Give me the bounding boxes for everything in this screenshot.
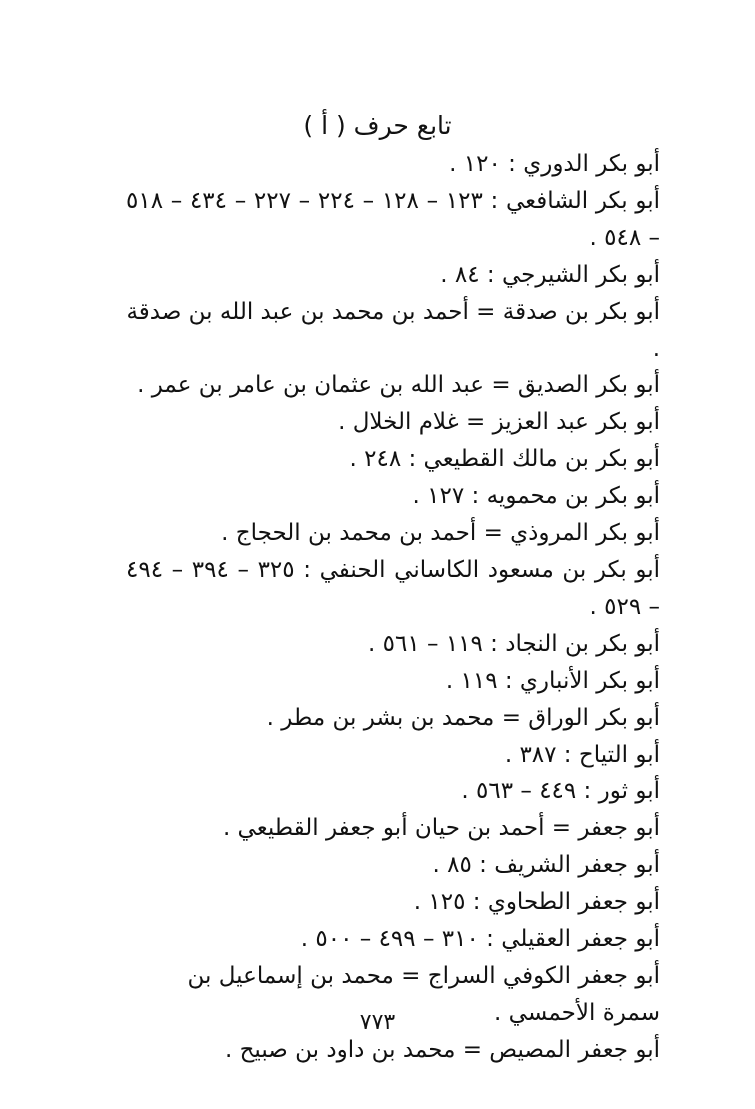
index-entry: أبو ثور : ٤٤٩ – ٥٦٣ . [461, 778, 660, 805]
index-entry: أبو بكر بن النجاد : ١١٩ – ٥٦١ . [368, 630, 660, 657]
index-entry: أبو بكر الشافعي : ١٢٣ – ١٢٨ – ٢٢٤ – ٢٢٧ – ٤٣٤ – ٥١٨ – ٥٤٨ . [126, 187, 660, 251]
index-entry: أبو بكر بن مسعود الكاساني الحنفي : ٣٢٥ – ٣٩٤ – ٤٩٤ – ٥٢٩ . [126, 556, 661, 620]
index-entries-list [126, 146, 660, 1069]
index-entry: أبو جعفر الشريف : ٨٥ . [432, 852, 660, 879]
index-entry: أبو بكر الشيرجي : ٨٤ . [440, 261, 660, 288]
index-entry: أبو جعفر = أحمد بن حيان أبو جعفر القطيعي . [222, 815, 660, 842]
index-entry: أبو جعفر الطحاوي : ١٢٥ . [413, 889, 660, 916]
index-entry: أبو جعفر العقيلي : ٣١٠ – ٤٩٩ – ٥٠٠ . [300, 926, 660, 953]
index-entry: أبو بكر بن محمويه : ١٢٧ . [412, 483, 660, 510]
index-entry: أبو بكر عبد العزيز = غلام الخلال . [338, 409, 660, 436]
index-entry: أبو بكر بن مالك القطيعي : ٢٤٨ . [349, 446, 660, 473]
index-entry: أبو بكر الأنباري : ١١٩ . [445, 667, 660, 694]
index-entry: أبو جعفر الكوفي السراج = محمد بن إسماعيل بن سمرة الأحمسي . [187, 962, 660, 1026]
index-entry: أبو التياح : ٣٨٧ . [504, 741, 660, 768]
index-entry: أبو بكر الصديق = عبد الله بن عثمان بن عامر بن عمر . [137, 372, 660, 399]
index-entry: أبو بكر الوراق = محمد بن بشر بن مطر . [266, 704, 660, 731]
page-number: ٧٧٣ [359, 1010, 396, 1035]
index-entry: أبو بكر بن صدقة = أحمد بن محمد بن عبد الله بن صدقة . [126, 298, 660, 362]
section-heading: تابع حرف ( أ ) [303, 111, 452, 140]
index-entry: أبو بكر المروذي = أحمد بن محمد بن الحجاج . [221, 520, 660, 547]
index-entry: أبو جعفر المصيص = محمد بن داود بن صبيح . [224, 1036, 660, 1063]
index-entry: أبو بكر الدوري : ١٢٠ . [449, 151, 660, 177]
